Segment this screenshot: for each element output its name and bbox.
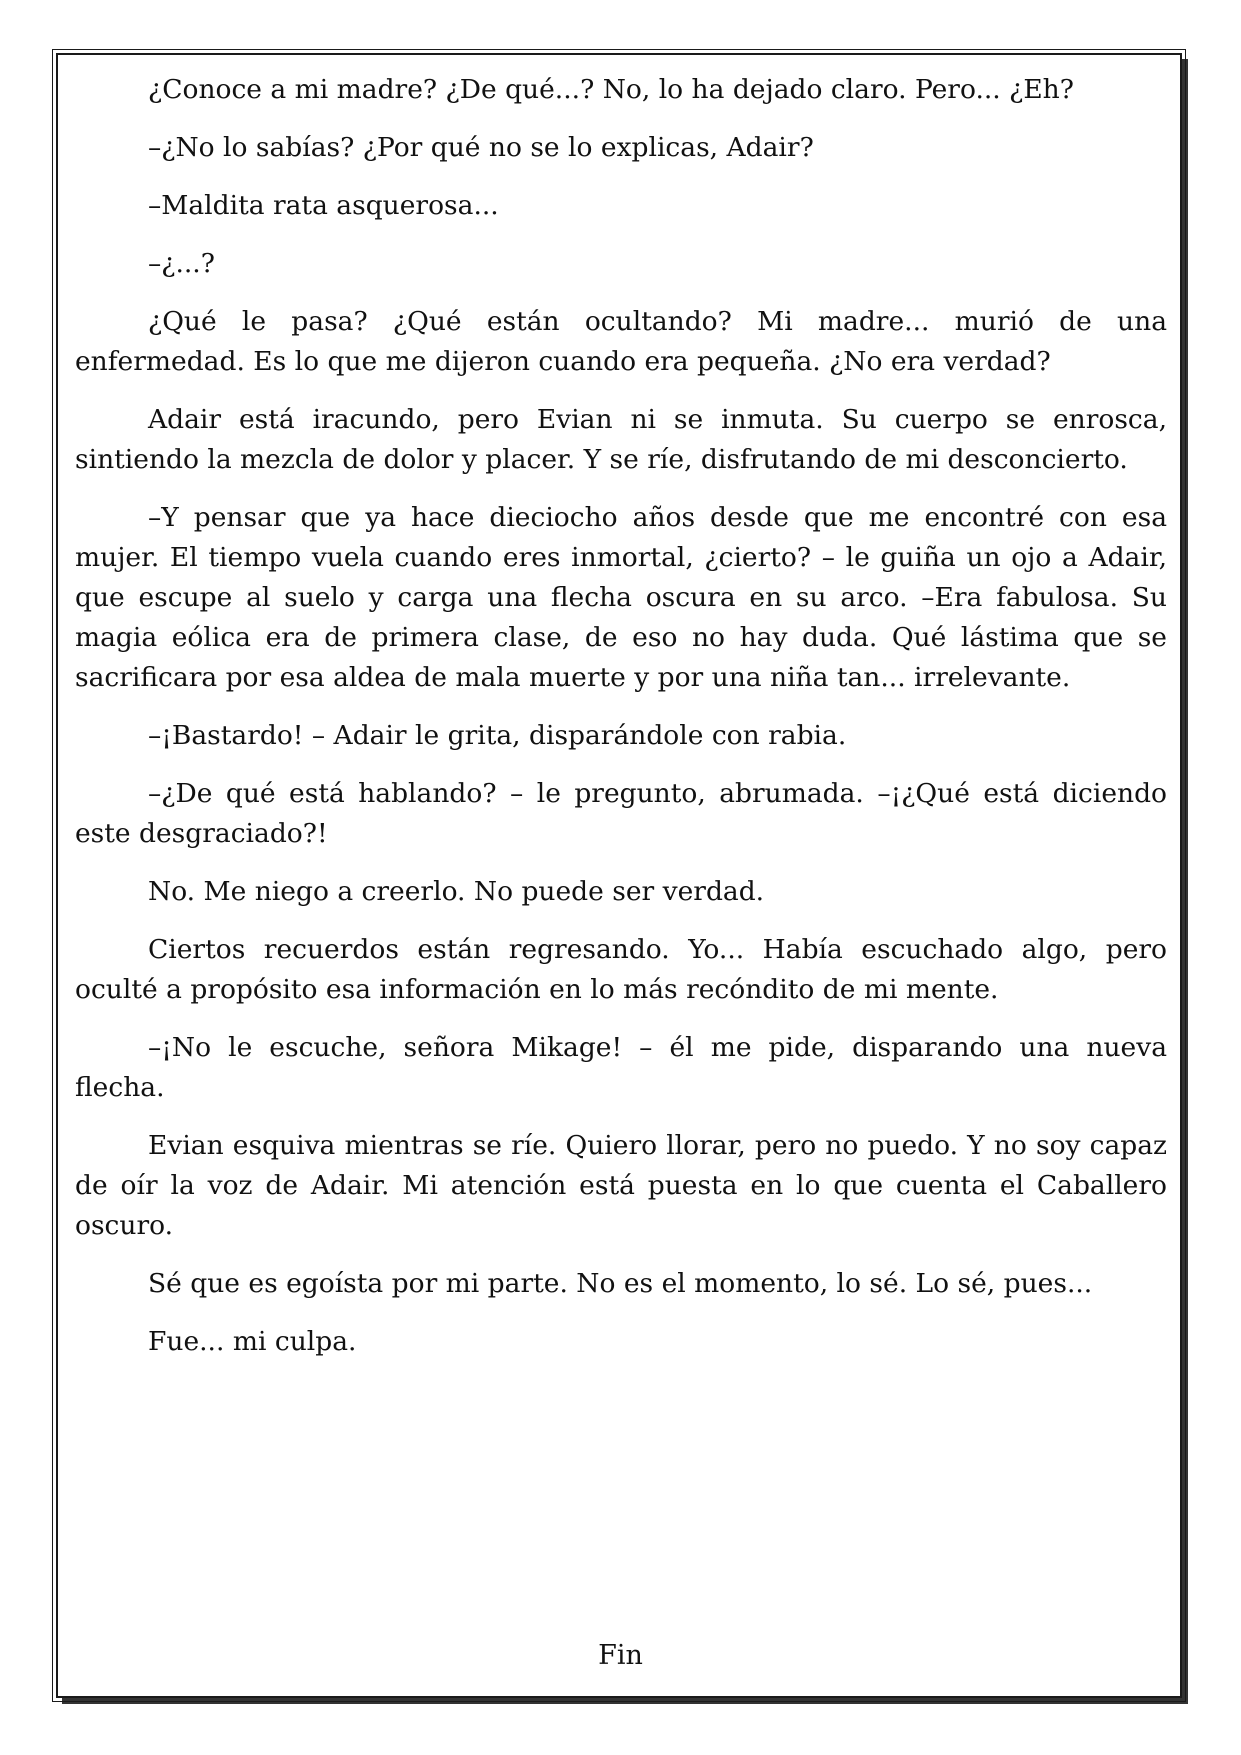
end-mark: Fin	[598, 1640, 643, 1671]
paragraph: Fue... mi culpa.	[148, 1326, 357, 1357]
paragraph: ¿Qué le pasa? ¿Qué están ocultando? Mi madre... murió de una enfermedad. Es lo que me dijeron cuando era pequeña. ¿No era verdad?	[75, 306, 1167, 377]
paragraph: –¡No le escuche, señora Mikage! – él me pide, disparando una nueva flecha.	[75, 1032, 1167, 1103]
paragraph: Ciertos recuerdos están regresando. Yo... Había escuchado algo, pero oculté a propósito esa información en lo más recóndito de mi mente.	[75, 934, 1167, 1005]
paragraph: Evian esquiva mientras se ríe. Quiero llorar, pero no puedo. Y no soy capaz de oír la voz de Adair. Mi atención está puesta en lo que cuenta el Caballero oscuro.	[75, 1130, 1167, 1241]
paragraph: Adair está iracundo, pero Evian ni se inmuta. Su cuerpo se enrosca, sintiendo la mezcla de dolor y placer. Y se ríe, disfrutando de mi desconcierto.	[75, 404, 1167, 475]
paragraph: No. Me niego a creerlo. No puede ser verdad.	[148, 876, 765, 907]
paragraph: –Maldita rata asquerosa...	[148, 190, 499, 221]
paragraph: –¿No lo sabías? ¿Por qué no se lo explicas, Adair?	[148, 132, 814, 163]
paragraph: –¿De qué está hablando? – le pregunto, abrumada. –¡¿Qué está diciendo este desgraciado?!	[75, 778, 1167, 849]
paragraph: –¡Bastardo! – Adair le grita, disparándole con rabia.	[148, 720, 847, 751]
paragraph: Sé que es egoísta por mi parte. No es el momento, lo sé. Lo sé, pues...	[148, 1268, 1093, 1299]
paragraph: –Y pensar que ya hace dieciocho años desde que me encontré con esa mujer. El tiempo vuela cuando eres inmortal, ¿cierto? – le guiña un ojo a Adair, que escupe al suelo y carga una flecha oscura en su arco. –Era fabulosa. Su magia eólica era de primera clase, de eso no hay duda. Qué lástima que se sacrificara por esa aldea de mala muerte y por una niña tan... irrelevante.	[75, 502, 1167, 693]
story-text	[75, 70, 1167, 1380]
paragraph: –¿...?	[148, 248, 215, 279]
paragraph: ¿Conoce a mi madre? ¿De qué...? No, lo ha dejado claro. Pero... ¿Eh?	[148, 74, 1074, 105]
